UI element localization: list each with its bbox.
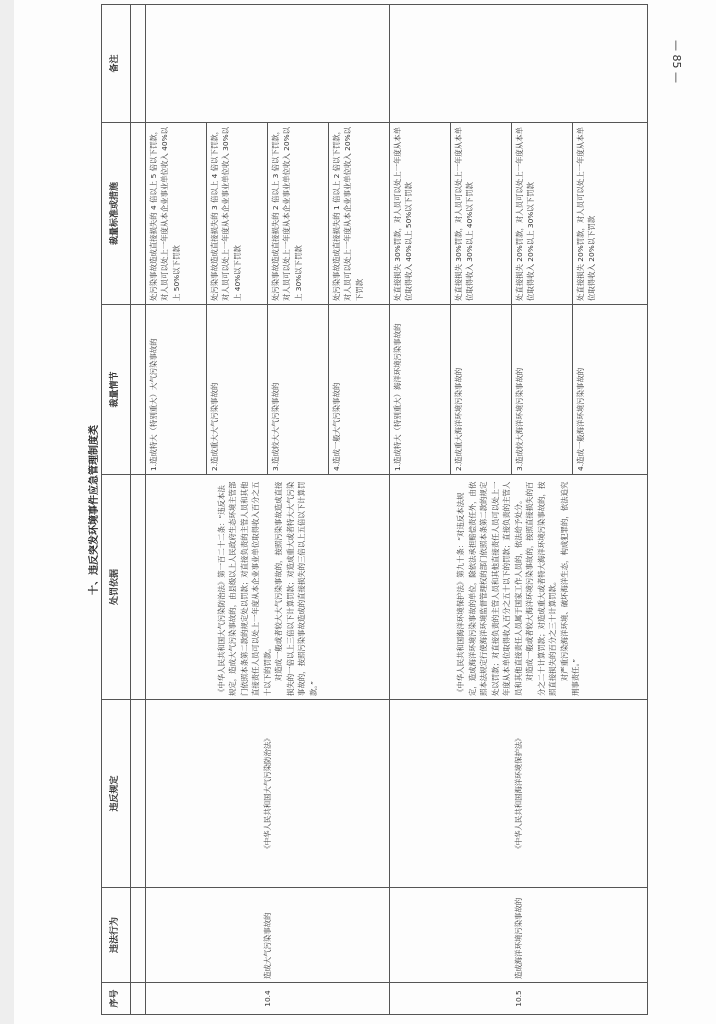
measure-cell: 处污染事故造成直接损失的 2 倍以上 3 倍以下罚款，对人员可以处上一年度从本企业事业单位收入 20%以上 30%以下罚款 [268,123,329,305]
measure-cell: 处污染事故造成直接损失的 4 倍以上 5 倍以下罚款，对人员可以处上一年度从本企业事业单位收入 40%以上 50%以下罚款 [146,123,207,305]
measure-cell: 处直接损失 20%罚款，对人员可以处上一年度从本单位取得收入 20%以上 30%以下罚款 [512,123,573,305]
header-basis: 处罚依据 [102,475,131,700]
header-behavior: 违法行为 [102,888,131,983]
measure-cell: 处污染事故造成直接损失的 1 倍以上 2 倍以下罚款，对人员可以处上一年度从本企业事业单位收入 20%以下罚款 [329,123,390,305]
circumstance-cell: 4.造成一般海洋环境污染事故的 [573,305,648,475]
circumstance-cell: 3.造成较大海洋环境污染事故的 [512,305,573,475]
row-behavior: 造成海洋环境污染事故的 [390,888,648,983]
measure-cell: 处直接损失 20%罚款，对人员可以处上一年度从本单位取得收入 20%以下罚款 [573,123,648,305]
row-rule: 《中华人民共和国海洋环境保护法》 [390,700,648,888]
header-row [102,5,131,1015]
row-rule: 《中华人民共和国大气污染防治法》 [146,700,390,888]
basis-paragraph: 对严重污染海洋环境、破坏海洋生态，构成犯罪的，依法追究刑事责任。” [559,481,581,696]
table-row [390,5,451,1015]
measure-cell: 处直接损失 30%罚款，对人员可以处上一年度从本单位取得收入 40%以上 50%以下罚款 [390,123,451,305]
measure-cell: 处污染事故造成直接损失的 3 倍以上 4 倍以下罚款，对人员可以处上一年度从本企业事业单位收入 30%以上 40%以下罚款 [207,123,268,305]
remark-cell [146,5,390,123]
blank-row [131,5,146,1015]
basis-paragraph: 《中华人民共和国海洋环境保护法》第九十条：“对违反本法规定，造成海洋环境污染事故的单位，除依法承担赔偿责任外，由依照本法规定行使海洋环境监督管理权的部门依照本条第二款的规定处以罚款；对直接负责的主管人员和其他直接责任人员可以处上一年度从本单位取得收入百分之五十以下的罚款；直接负责的主管人员和其他直接责任人员属于国家工作人员的，依法给予处分。 [456,481,523,696]
header-seq: 序号 [102,983,131,1015]
table-row [146,5,207,1015]
circumstance-cell: 1.造成特大（特别重大）海洋环境污染事故的 [390,305,451,475]
header-remark: 备注 [102,5,131,123]
page-number: — 85 — [670,40,683,83]
scan-edge [0,0,14,1024]
basis-paragraph: 《中华人民共和国大气污染防治法》第一百二十二条：“违反本法规定，造成大气污染事故的，由县级以上人民政府生态环境主管部门依照本条第二款的规定处以罚款；对直接负责的主管人员和其他直接责任人员可以处上一年度从本企业事业单位取得收入百分之五十以下的罚款。 [216,481,272,696]
row-seq: 10.5 [390,983,648,1015]
penalty-table [101,4,648,1015]
circumstance-cell: 4.造成一般大气污染事故的 [329,305,390,475]
basis-paragraph: 对造成一般或者较大大气污染事故的，按照污染事故造成直接损失的一倍以上三倍以下计算罚款；对造成重大或者特大大气污染事故的，按照污染事故造成的直接损失的三倍以上五倍以下计算罚款。” [274,481,318,696]
row-seq: 10.4 [146,983,390,1015]
row-behavior: 造成大气污染事故的 [146,888,390,983]
header-measure: 裁量标准或措施 [102,123,131,305]
header-circumstance: 裁量情节 [102,305,131,475]
measure-cell: 处直接损失 30%罚款，对人员可以处上一年度从本单位取得收入 30%以上 40%以下罚款 [451,123,512,305]
circumstance-cell: 1.造成特大（特别重大）大气污染事故的 [146,305,207,475]
section-title: 十、违反突发环境事件应急管理制度类 [89,425,100,595]
row-basis [390,475,648,700]
basis-paragraph: 对造成一般或者较大海洋环境污染事故的，按照直接损失的百分之二十计算罚款；对造成重大或者特大海洋环境污染事故的，按照直接损失的百分之三十计算罚款。 [525,481,558,696]
circumstance-cell: 3.造成较大大气污染事故的 [268,305,329,475]
rotated-document [83,5,695,1015]
header-rule: 违反规定 [102,700,131,888]
remark-cell [390,5,648,123]
row-basis [146,475,390,700]
circumstance-cell: 2.造成重大海洋环境污染事故的 [451,305,512,475]
circumstance-cell: 2.造成重大大气污染事故的 [207,305,268,475]
